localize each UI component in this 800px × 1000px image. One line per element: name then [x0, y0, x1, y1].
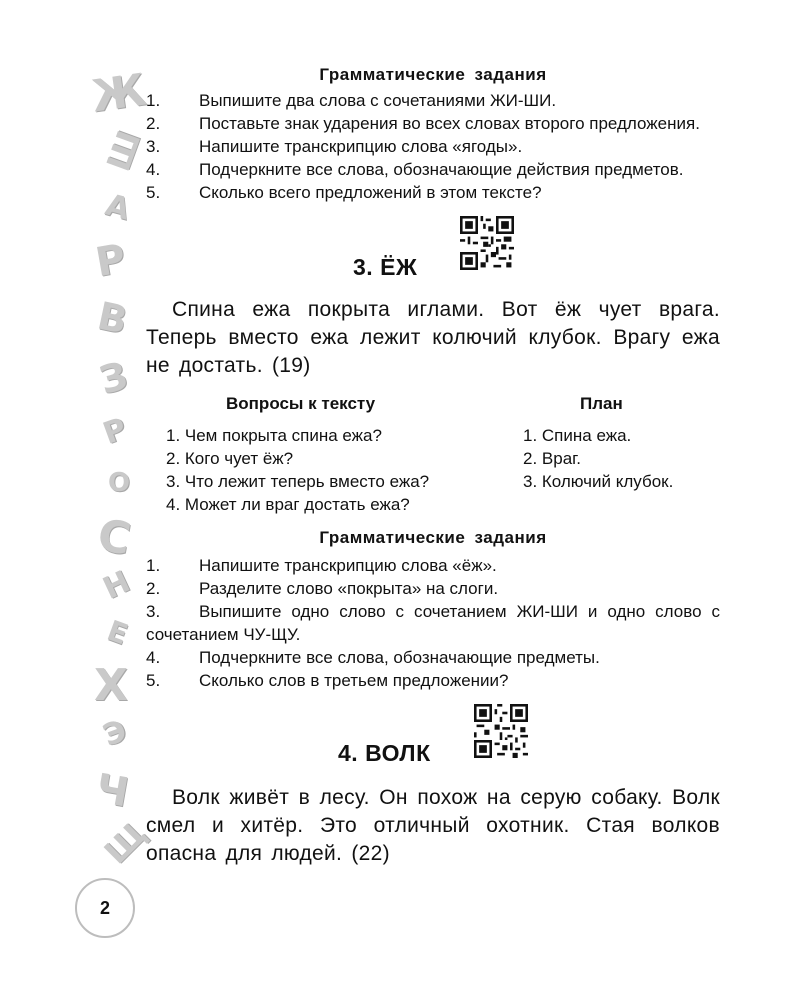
question-item: 3. Что лежит теперь вместо ежа?	[166, 472, 430, 491]
decor-letter: Р	[98, 411, 132, 452]
decor-letter: О	[108, 468, 131, 498]
decor-letter: В	[93, 293, 132, 343]
question-item: 4. Может ли враг достать ежа?	[166, 495, 410, 514]
section4-text: Волк живёт в лесу. Он похож на серую собаку. Волк смел и хитёр. Это отличный охотник. Стая волков опасна для людей. (22)	[146, 786, 720, 865]
task-item: 1. Напишите транскрипцию слова «ёж».	[146, 556, 497, 575]
margin-alphabet-decoration	[0, 0, 154, 1000]
decor-letter: Е	[102, 613, 133, 652]
plan-item: 3. Колючий клубок.	[523, 472, 674, 491]
page-number: 2	[75, 878, 135, 938]
task-item: 3. Выпишите одно слово с сочетанием ЖИ-ШИ и одно слово с сочетанием ЧУ-ЩУ.	[146, 602, 720, 644]
section2-tasks-heading: Грамматические задания	[319, 65, 547, 84]
decor-letter: С	[93, 509, 135, 566]
decor-letter: З	[94, 353, 133, 403]
task-item: 3. Напишите транскрипцию слова «ягоды».	[146, 137, 523, 156]
decor-letter: Ж	[88, 64, 150, 123]
section3-task-list	[146, 554, 720, 692]
task-item: 4. Подчеркните все слова, обозначающие действия предметов.	[146, 160, 684, 179]
qr-code-icon[interactable]	[460, 216, 514, 270]
decor-letter: Р	[92, 235, 130, 287]
question-item: 1. Чем покрыта спина ежа?	[166, 426, 382, 445]
section4-header	[146, 700, 720, 772]
question-item: 2. Кого чует ёж?	[166, 449, 294, 468]
task-item: 5. Сколько слов в третьем предложении?	[146, 671, 509, 690]
task-item: 4. Подчеркните все слова, обозначающие предметы.	[146, 648, 600, 667]
section3-tasks-heading: Грамматические задания	[319, 528, 547, 547]
task-item: 2. Разделите слово «покрыта» на слоги.	[146, 579, 499, 598]
task-item: 5. Сколько всего предложений в этом тексте?	[146, 183, 542, 202]
plan-heading: План	[580, 394, 623, 413]
plan-item: 2. Враг.	[523, 449, 581, 468]
decor-letter: Щ	[96, 814, 154, 872]
section3-header	[146, 210, 720, 286]
section3-title: 3. ЁЖ	[353, 254, 418, 280]
questions-heading: Вопросы к тексту	[226, 394, 376, 413]
decor-letter: А	[101, 187, 134, 228]
decor-letter: Э	[98, 713, 132, 754]
decor-letter: Ч	[92, 765, 133, 817]
qr-code-icon[interactable]	[474, 704, 528, 758]
page-content	[146, 60, 720, 868]
task-item: 1. Выпишите два слова с сочетаниями ЖИ-ШИ.	[146, 91, 557, 110]
section2-task-list	[146, 89, 720, 204]
decor-letter: Ш	[99, 125, 149, 177]
decor-letter: Н	[97, 564, 136, 607]
section4-title: 4. ВОЛК	[338, 740, 431, 766]
decor-letter: Х	[94, 660, 128, 711]
section3-questions-plan	[146, 394, 720, 526]
section3-text: Спина ежа покрыта иглами. Вот ёж чует врага. Теперь вместо ежа лежит колючий клубок. Врагу ежа не достать. (19)	[146, 298, 720, 377]
task-item: 2. Поставьте знак ударения во всех словах второго предложения.	[146, 114, 700, 133]
plan-item: 1. Спина ежа.	[523, 426, 632, 445]
